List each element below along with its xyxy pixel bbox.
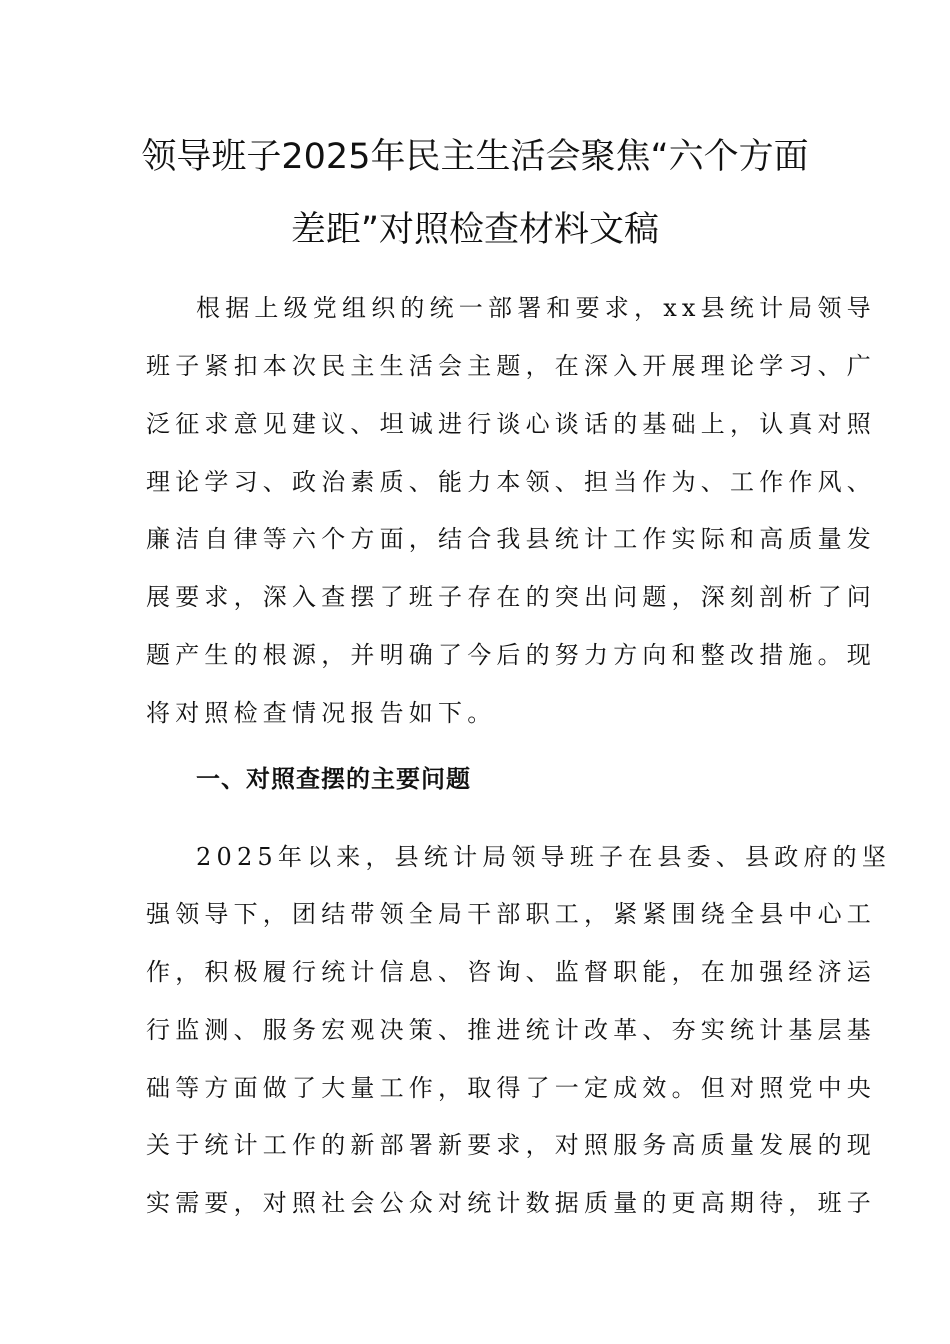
text-line: 行监测、服务宏观决策、推进统计改革、夯实统计基层基 — [146, 1016, 876, 1044]
section-heading: 一、对照查摆的主要问题 — [196, 765, 471, 793]
title-line: 差距”对照检查材料文稿 — [290, 210, 660, 250]
text-line: 泛征求意见建议、坦诚进行谈心谈话的基础上，认真对照 — [146, 410, 876, 438]
text-line: 根据上级党组织的统一部署和要求，xx县统计局领导 — [196, 294, 876, 322]
text-line: 实需要，对照社会公众对统计数据质量的更高期待，班子 — [146, 1189, 876, 1217]
text-line: 将对照检查情况报告如下。 — [146, 699, 497, 727]
text-line: 2025年以来，县统计局领导班子在县委、县政府的坚 — [196, 843, 892, 871]
text-line: 础等方面做了大量工作，取得了一定成效。但对照党中央 — [146, 1074, 876, 1102]
text-line: 强领导下，团结带领全局干部职工，紧紧围绕全县中心工 — [146, 900, 876, 928]
text-line: 关于统计工作的新部署新要求，对照服务高质量发展的现 — [146, 1131, 876, 1159]
title-line: 领导班子2025年民主生活会聚焦“六个方面 — [141, 137, 809, 177]
text-line: 展要求，深入查摆了班子存在的突出问题，深刻剖析了问 — [146, 583, 876, 611]
text-line: 作，积极履行统计信息、咨询、监督职能，在加强经济运 — [146, 958, 876, 986]
text-line: 班子紧扣本次民主生活会主题，在深入开展理论学习、广 — [146, 352, 876, 380]
text-line: 理论学习、政治素质、能力本领、担当作为、工作作风、 — [146, 468, 876, 496]
text-line: 廉洁自律等六个方面，结合我县统计工作实际和高质量发 — [146, 525, 876, 553]
text-line: 题产生的根源，并明确了今后的努力方向和整改措施。现 — [146, 641, 876, 669]
